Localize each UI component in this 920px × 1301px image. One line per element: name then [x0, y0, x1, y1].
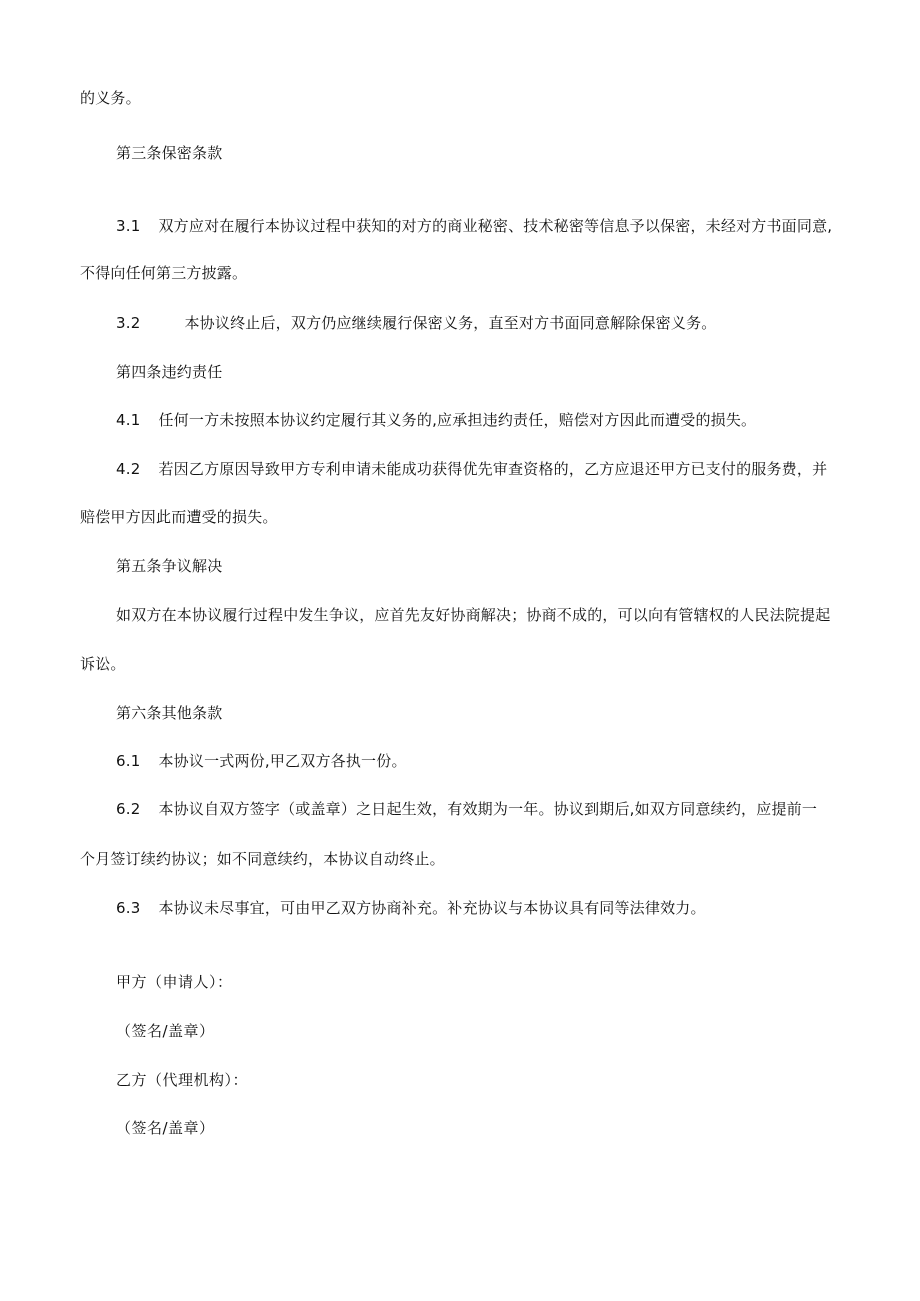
- clause-3-1: [116, 216, 832, 236]
- clause-text: 双方应对在履行本协议过程中获知的对方的商业秘密、技术秘密等信息予以保密，未经对方书面同意,: [158, 217, 833, 235]
- clause-3-1-continued: 不得向任何第三方披露。: [80, 264, 248, 282]
- clause-number: 6.2: [116, 800, 141, 818]
- clause-6-1: [116, 751, 407, 771]
- clause-6-2: [116, 799, 817, 819]
- clause-text: 若因乙方原因导致甲方专利申请未能成功获得优先审查资格的，乙方应退还甲方已支付的服务费，并: [158, 460, 828, 478]
- clause-text: 本协议终止后，双方仍应继续履行保密义务，直至对方书面同意解除保密义务。: [184, 314, 717, 332]
- party-a-label: 甲方（申请人）：: [116, 973, 233, 991]
- clause-number: 6.1: [116, 752, 141, 770]
- clause-4-2: [116, 459, 827, 479]
- party-b-label: 乙方（代理机构）：: [116, 1071, 249, 1089]
- article-6-heading: 第六条其他条款: [116, 704, 223, 722]
- article-5-paragraph: 如双方在本协议履行过程中发生争议，应首先友好协商解决；协商不成的，可以向有管辖权的人民法院提起: [116, 606, 831, 624]
- article-5-paragraph-continued: 诉讼。: [80, 655, 126, 673]
- article-5-heading: 第五条争议解决: [116, 557, 223, 575]
- clause-6-2-continued: 个月签订续约协议；如不同意续约，本协议自动终止。: [80, 850, 445, 868]
- clause-number: 4.2: [116, 460, 141, 478]
- clause-3-2: [116, 313, 716, 333]
- clause-number: 3.1: [116, 217, 141, 235]
- clause-text: 本协议一式两份,甲乙双方各执一份。: [158, 752, 407, 770]
- clause-text: 本协议自双方签字（或盖章）之日起生效，有效期为一年。协议到期后,如双方同意续约，应提前一: [158, 800, 818, 818]
- clause-text: 任何一方未按照本协议约定履行其义务的,应承担违约责任，赔偿对方因此而遭受的损失。: [158, 411, 757, 429]
- clause-text: 本协议未尽事宜，可由甲乙双方协商补充。补充协议与本协议具有同等法律效力。: [158, 899, 706, 917]
- party-b-signature: （签名/盖章）: [116, 1119, 215, 1137]
- continued-text: 的义务。: [80, 89, 141, 107]
- article-3-heading: 第三条保密条款: [116, 144, 223, 162]
- clause-number: 4.1: [116, 411, 141, 429]
- party-a-signature: （签名/盖章）: [116, 1022, 215, 1040]
- clause-4-1: [116, 410, 756, 430]
- clause-4-2-continued: 赔偿甲方因此而遭受的损失。: [80, 508, 278, 526]
- article-4-heading: 第四条违约责任: [116, 363, 223, 381]
- clause-number: 6.3: [116, 899, 141, 917]
- clause-6-3: [116, 898, 706, 918]
- clause-number: 3.2: [116, 314, 141, 332]
